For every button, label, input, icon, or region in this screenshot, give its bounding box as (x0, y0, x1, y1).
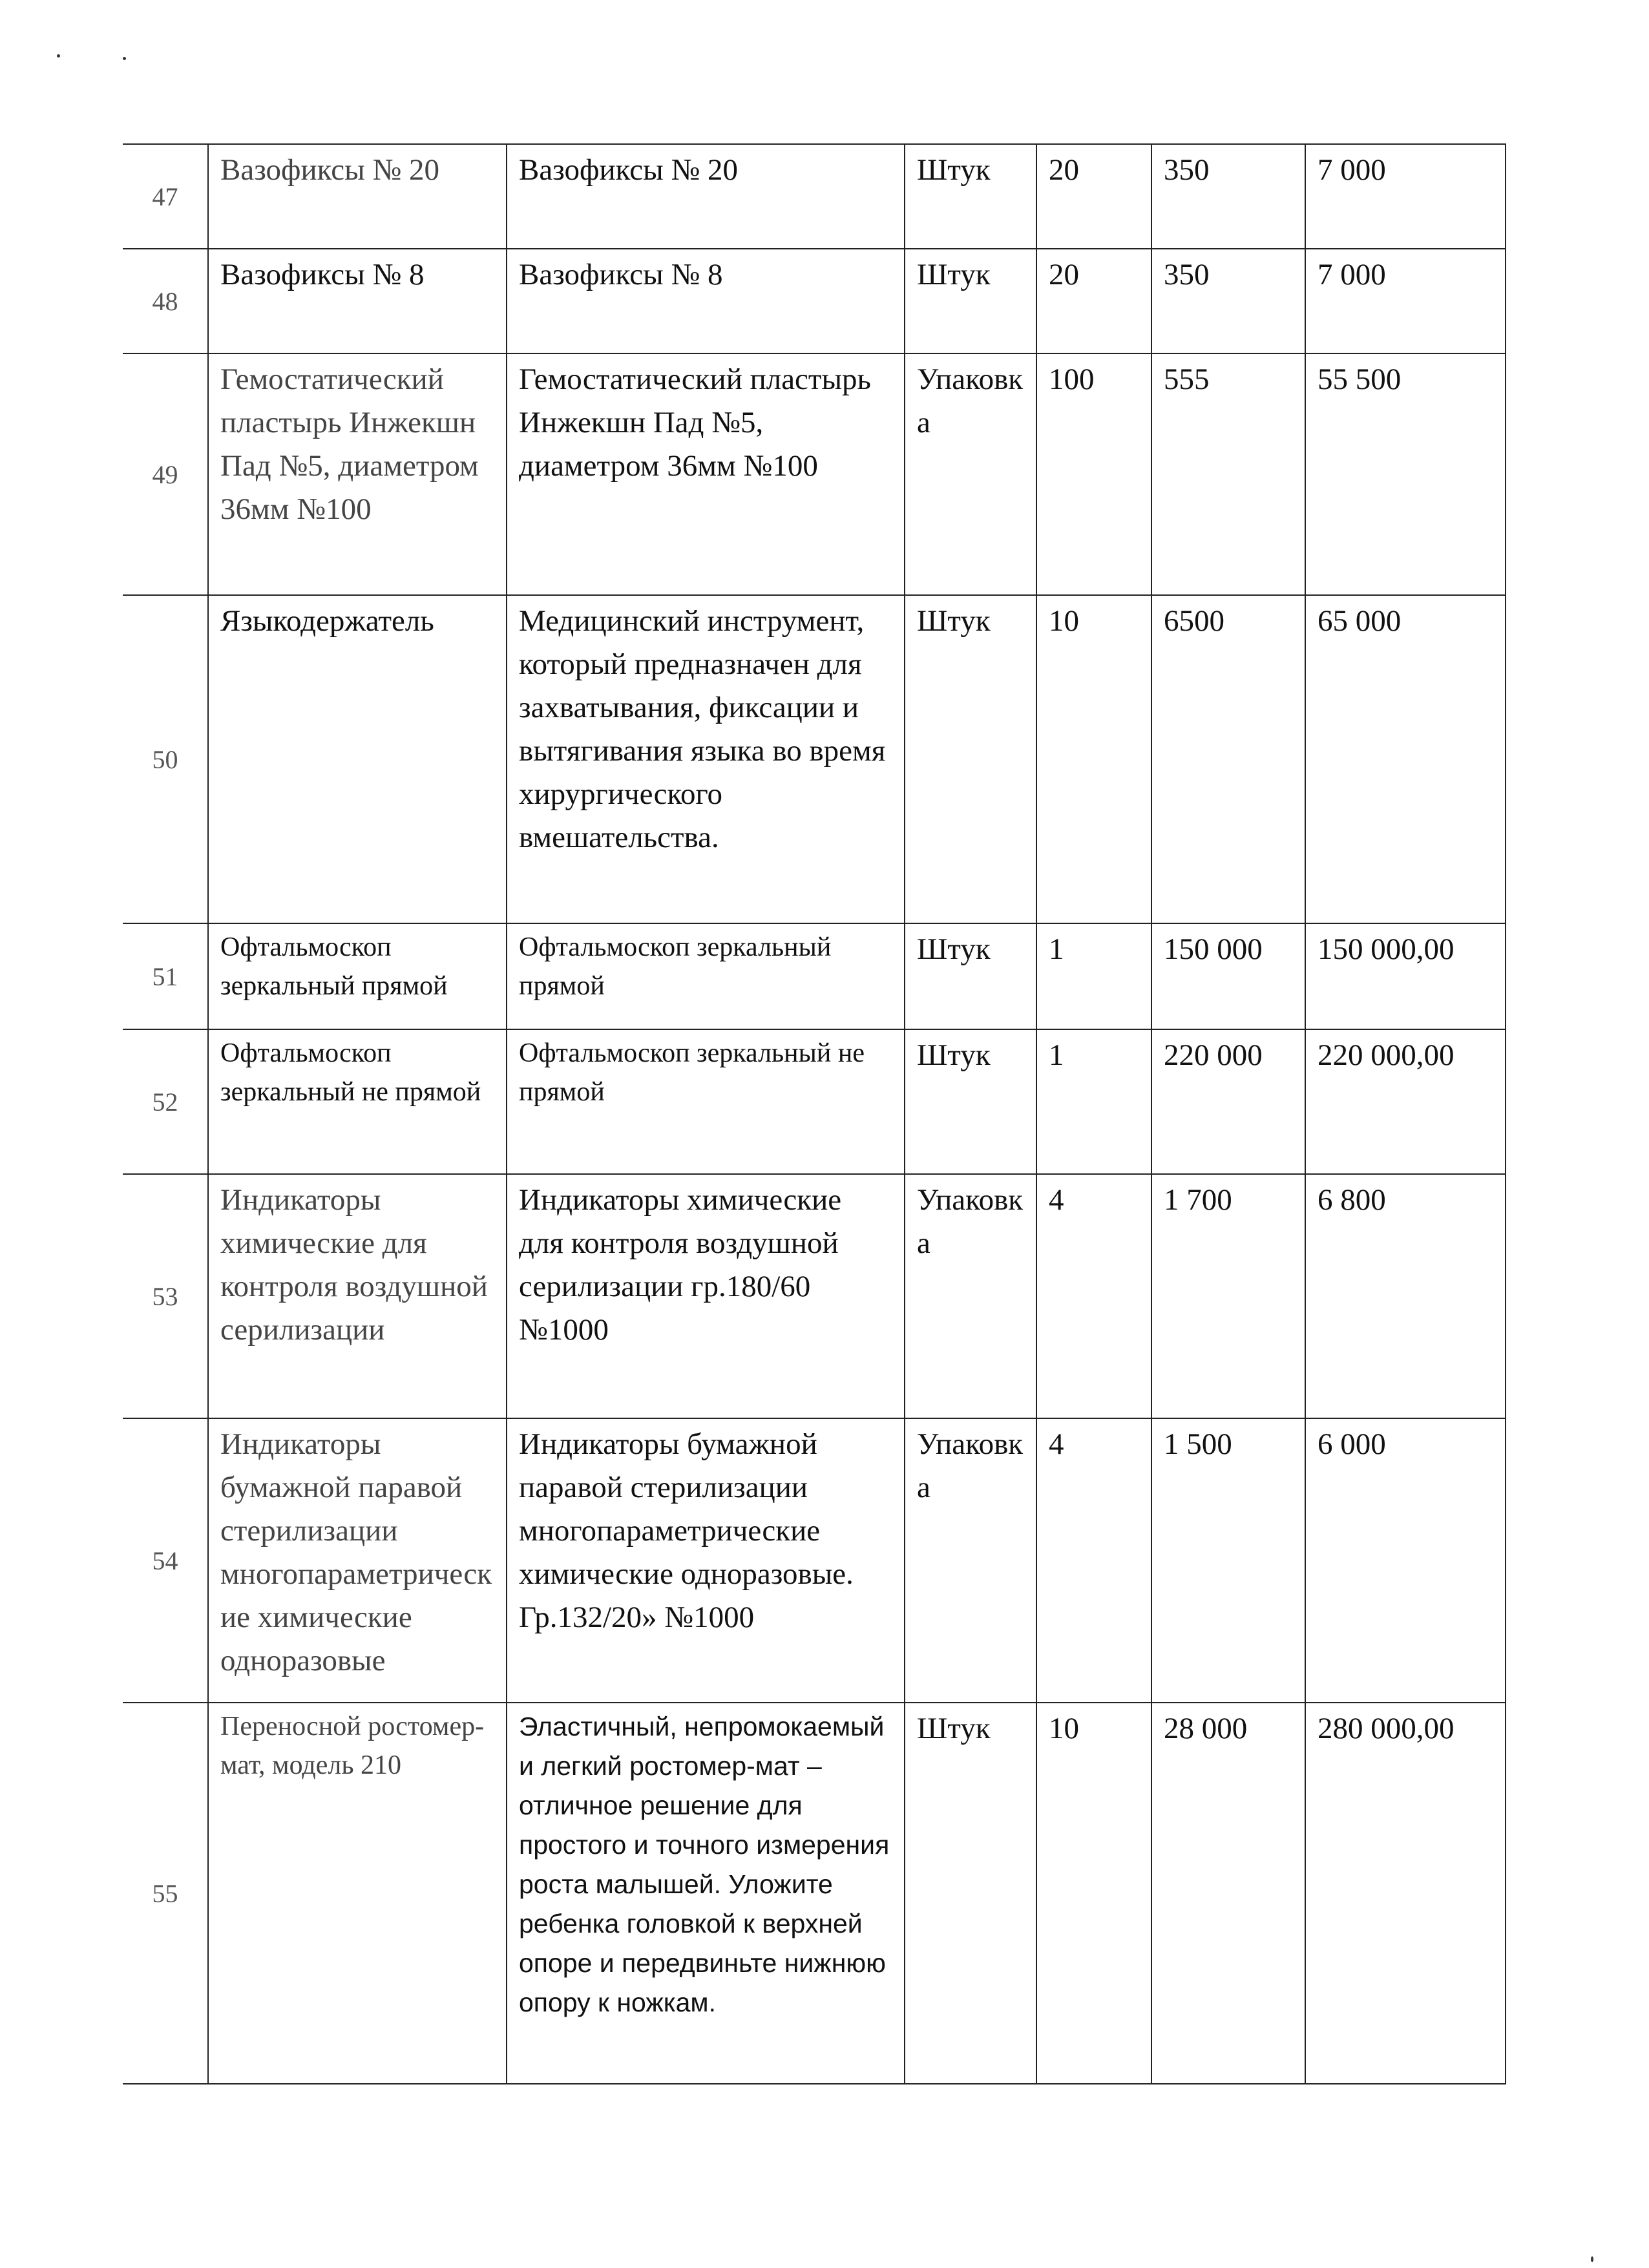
item-name: Офтальмоскоп зеркальный прямой (208, 923, 507, 1029)
item-price: 150 000 (1151, 923, 1305, 1029)
item-total: 220 000,00 (1305, 1029, 1506, 1174)
item-unit: Штук (905, 923, 1036, 1029)
item-quantity: 20 (1036, 144, 1151, 249)
row-number: 54 (123, 1418, 208, 1703)
item-quantity: 100 (1036, 353, 1151, 595)
item-description: Индикаторы бумажной паравой стерилизации многопараметрические химические одноразовые. Гр.132/20» №1000 (507, 1418, 905, 1703)
row-number: 48 (123, 249, 208, 353)
item-description: Офтальмоскоп зеркальный прямой (507, 923, 905, 1029)
item-total: 65 000 (1305, 595, 1506, 923)
item-total: 7 000 (1305, 249, 1506, 353)
item-name: Переносной ростомер-мат, модель 210 (208, 1703, 507, 2084)
item-quantity: 4 (1036, 1418, 1151, 1703)
item-price: 1 500 (1151, 1418, 1305, 1703)
row-number: 52 (123, 1029, 208, 1174)
item-price: 1 700 (1151, 1174, 1305, 1418)
item-unit: Штук (905, 595, 1036, 923)
table-row (123, 353, 1506, 595)
table-row (123, 1029, 1506, 1174)
item-quantity: 4 (1036, 1174, 1151, 1418)
item-unit: Упаковка (905, 1418, 1036, 1703)
item-description: Эластичный, непромокаемый и легкий ростомер-мат – отличное решение для простого и точного измерения роста малышей. Уложите ребенка головкой к верхней опоре и передвиньте нижнюю опору к ножкам. (507, 1703, 905, 2084)
item-quantity: 10 (1036, 1703, 1151, 2084)
item-price: 555 (1151, 353, 1305, 595)
item-name: Индикаторы химические для контроля воздушной серилизации (208, 1174, 507, 1418)
table-row (123, 1174, 1506, 1418)
item-unit: Штук (905, 144, 1036, 249)
item-name: Вазофиксы № 8 (208, 249, 507, 353)
item-description: Медицинский инструмент, который предназначен для захватывания, фиксации и вытягивания языка во время хирургического вмешательства. (507, 595, 905, 923)
table-row (123, 1418, 1506, 1703)
item-name: Вазофиксы № 20 (208, 144, 507, 249)
row-number: 55 (123, 1703, 208, 2084)
item-unit: Упаковка (905, 353, 1036, 595)
item-name: Гемостатический пластырь Инжекшн Пад №5, диаметром 36мм №100 (208, 353, 507, 595)
item-description: Вазофиксы № 20 (507, 144, 905, 249)
item-total: 7 000 (1305, 144, 1506, 249)
table-row (123, 595, 1506, 923)
item-name: Языкодержатель (208, 595, 507, 923)
item-quantity: 10 (1036, 595, 1151, 923)
item-unit: Штук (905, 249, 1036, 353)
row-number: 47 (123, 144, 208, 249)
item-quantity: 1 (1036, 923, 1151, 1029)
item-total: 6 000 (1305, 1418, 1506, 1703)
item-unit: Упаковка (905, 1174, 1036, 1418)
item-unit: Штук (905, 1703, 1036, 2084)
item-name: Индикаторы бумажной паравой стерилизации многопараметрические химические одноразовые (208, 1418, 507, 1703)
item-price: 350 (1151, 249, 1305, 353)
table-row (123, 249, 1506, 353)
item-total: 55 500 (1305, 353, 1506, 595)
items-table (123, 143, 1506, 2084)
item-description: Гемостатический пластырь Инжекшн Пад №5, диаметром 36мм №100 (507, 353, 905, 595)
item-total: 280 000,00 (1305, 1703, 1506, 2084)
row-number: 50 (123, 595, 208, 923)
item-description: Вазофиксы № 8 (507, 249, 905, 353)
item-description: Индикаторы химические для контроля воздушной серилизации гр.180/60 №1000 (507, 1174, 905, 1418)
table-row (123, 1703, 1506, 2084)
table-row (123, 144, 1506, 249)
item-quantity: 20 (1036, 249, 1151, 353)
row-number: 53 (123, 1174, 208, 1418)
row-number: 49 (123, 353, 208, 595)
item-price: 6500 (1151, 595, 1305, 923)
item-name: Офтальмоскоп зеркальный не прямой (208, 1029, 507, 1174)
item-unit: Штук (905, 1029, 1036, 1174)
item-price: 350 (1151, 144, 1305, 249)
item-description: Офтальмоскоп зеркальный не прямой (507, 1029, 905, 1174)
item-total: 6 800 (1305, 1174, 1506, 1418)
item-price: 28 000 (1151, 1703, 1305, 2084)
table-row (123, 923, 1506, 1029)
item-total: 150 000,00 (1305, 923, 1506, 1029)
item-quantity: 1 (1036, 1029, 1151, 1174)
row-number: 51 (123, 923, 208, 1029)
item-price: 220 000 (1151, 1029, 1305, 1174)
